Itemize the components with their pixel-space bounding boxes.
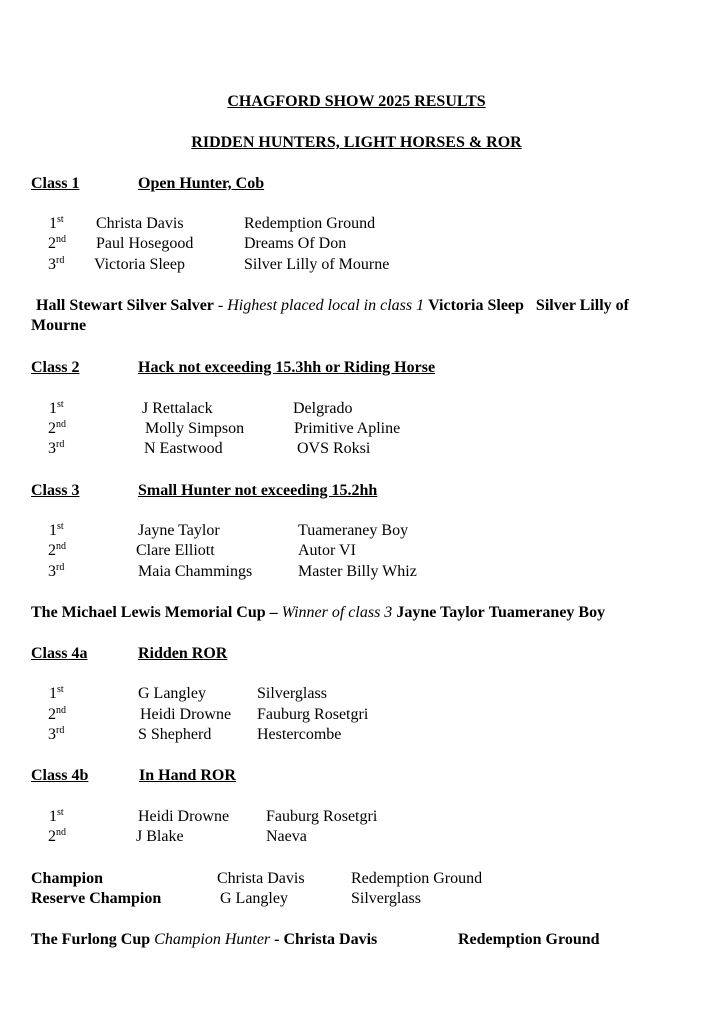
class-4b-pos-1: 1st [49,807,64,825]
class-3-rider-1: Jayne Taylor [138,522,220,539]
class-2-name: Hack not exceeding 15.3hh or Riding Horse [138,359,436,376]
class-3-pos-2: 2nd [48,541,66,559]
class-2-label: Class 2 [31,359,80,376]
class-4b-horse-2: Naeva [266,828,307,845]
award-michael-lewis: The Michael Lewis Memorial Cup – Winner of class 3 Jayne Taylor Tuameraney Boy [31,604,606,621]
class-3-label: Class 3 [31,482,80,499]
class-4a-rider-3: S Shepherd [138,726,212,743]
class-4b-label: Class 4b [31,767,89,784]
class-4b-pos-2: 2nd [48,827,66,845]
class-1-horse-2: Dreams Of Don [244,235,347,252]
class-4a-horse-1: Silverglass [257,685,327,702]
class-2-pos-3: 3rd [48,439,65,457]
class-3-rider-2: Clare Elliott [136,542,215,559]
class-4a-pos-1: 1st [49,684,64,702]
class-4a-name: Ridden ROR [138,645,228,662]
class-1-rider-1: Christa Davis [96,215,184,232]
class-4a-horse-3: Hestercombe [257,726,342,743]
class-4b-rider-1: Heidi Drowne [138,808,230,825]
class-3-horse-2: Autor VI [298,542,356,559]
class-2-horse-3: OVS Roksi [297,440,371,457]
page-subtitle: RIDDEN HUNTERS, LIGHT HORSES & ROR [191,134,522,151]
reserve-champion-label: Reserve Champion [31,890,162,907]
class-4a-pos-3: 3rd [48,725,65,743]
class-4a-label: Class 4a [31,645,88,662]
champion-rider: Christa Davis [217,870,305,887]
class-4a-pos-2: 2nd [48,705,66,723]
class-3-horse-3: Master Billy Whiz [298,563,417,580]
class-1-rider-2: Paul Hosegood [96,235,194,252]
reserve-champion-rider: G Langley [220,890,288,907]
class-4a-horse-2: Fauburg Rosetgri [257,706,369,723]
class-2-horse-1: Delgrado [293,400,353,417]
class-3-pos-1: 1st [49,521,64,539]
class-4a-rider-2: Heidi Drowne [140,706,232,723]
class-2-pos-2: 2nd [48,419,66,437]
class-2-pos-1: 1st [49,399,64,417]
award-hall-stewart-cont: Mourne [31,317,87,334]
class-1-name: Open Hunter, Cob [138,175,265,192]
furlong-cup-horse: Redemption Ground [458,931,600,948]
class-3-name: Small Hunter not exceeding 15.2hh [138,482,378,499]
award-furlong-cup: The Furlong Cup Champion Hunter - Christa Davis [31,931,378,948]
award-hall-stewart: Hall Stewart Silver Salver - Highest placed local in class 1 Victoria Sleep Silver Lilly of [36,297,629,314]
class-2-rider-3: N Eastwood [144,440,223,457]
class-2-horse-2: Primitive Apline [294,420,401,437]
class-1-pos-2: 2nd [48,234,66,252]
class-1-label: Class 1 [31,175,80,192]
champion-horse: Redemption Ground [351,870,483,887]
class-1-rider-3: Victoria Sleep [94,256,186,273]
class-1-pos-3: 3rd [48,255,65,273]
class-4b-horse-1: Fauburg Rosetgri [266,808,378,825]
page-title: CHAGFORD SHOW 2025 RESULTS [227,93,486,110]
class-3-rider-3: Maia Chammings [138,563,253,580]
class-4b-rider-2: J Blake [136,828,184,845]
class-1-pos-1: 1st [49,214,64,232]
champion-label: Champion [31,870,104,887]
class-1-horse-1: Redemption Ground [244,215,376,232]
class-2-rider-1: J Rettalack [142,400,213,417]
class-3-horse-1: Tuameraney Boy [298,522,409,539]
class-3-pos-3: 3rd [48,562,65,580]
reserve-champion-horse: Silverglass [351,890,421,907]
class-1-horse-3: Silver Lilly of Mourne [244,256,390,273]
class-4b-name: In Hand ROR [139,767,236,784]
class-2-rider-2: Molly Simpson [145,420,245,437]
class-4a-rider-1: G Langley [138,685,206,702]
